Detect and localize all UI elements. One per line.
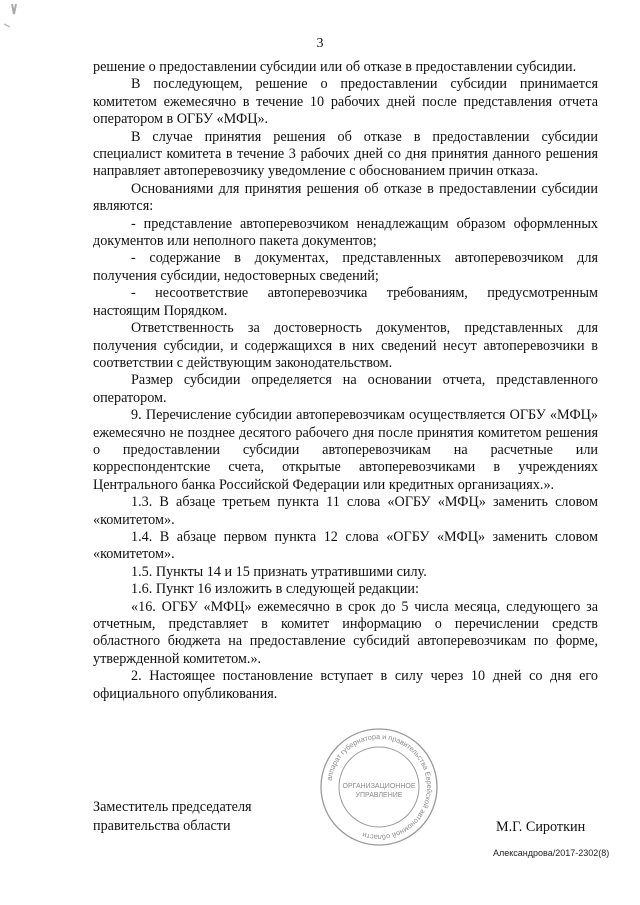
- stamp-inner-line1: ОРГАНИЗАЦИОННОЕ: [342, 783, 416, 790]
- paragraph: Основаниями для принятия решения об отказе в предоставлении субсидии являются:: [93, 180, 598, 215]
- signatory-position: [93, 798, 252, 836]
- paragraph: 1.4. В абзаце первом пункта 12 слова «ОГБУ «МФЦ» заменить словом «комитетом».: [93, 528, 598, 563]
- list-item: - содержание в документах, представленных автоперевозчиком для получения субсидии, недостоверных сведений;: [93, 250, 598, 284]
- paragraph: В случае принятия решения об отказе в предоставлении субсидии специалист комитета в течение 3 рабочих дней со дня принятия данного решения направляет автоперевозчику уведомление с обоснованием причин отказа.: [93, 128, 598, 180]
- list-item: - несоответствие автоперевозчика требованиям, предусмотренным настоящим Порядком.: [93, 285, 598, 319]
- scan-corner-mark: [0, 0, 40, 40]
- list-item: - представление автоперевозчиком ненадлежащим образом оформленных документов или неполного пакета документов;: [93, 215, 598, 250]
- official-stamp: [318, 726, 440, 848]
- paragraph: 1.5. Пункты 14 и 15 признать утратившими силу.: [131, 563, 427, 580]
- paragraph: 1.6. Пункт 16 изложить в следующей редакции:: [131, 581, 419, 598]
- paragraph: Размер субсидии определяется на основании отчета, представленного оператором.: [93, 372, 598, 406]
- page-number: 3: [316, 36, 324, 51]
- paragraph: 2. Настоящее постановление вступает в силу через 10 дней со дня его официального опубликования.: [93, 668, 598, 702]
- paragraph: решение о предоставлении субсидии или об отказе в предоставлении субсидии.: [93, 59, 577, 75]
- position-line: правительства области: [93, 818, 231, 834]
- paragraph: 9. Перечисление субсидии автоперевозчикам осуществляется ОГБУ «МФЦ» ежемесячно не позднее десятого рабочего дня после принятия комитетом решения о предоставлении субсидии автоперевозчикам на расчетные или корреспондентские счета, открытые автоперевозчиками в учреждениях Центрального банка Российской Федерации или кредитных организациях.».: [93, 407, 598, 493]
- stamp-outer-text: аппарат губернатора и правительства Еврейской автономной области: [324, 731, 435, 843]
- document-code: Александрова/2017-2302(8): [493, 848, 610, 858]
- document-body: [93, 59, 598, 703]
- paragraph: 1.3. В абзаце третьем пункта 11 слова «ОГБУ «МФЦ» заменить словом «комитетом».: [93, 494, 598, 528]
- stamp-inner-line2: УПРАВЛЕНИЕ: [355, 792, 403, 799]
- paragraph: «16. ОГБУ «МФЦ» ежемесячно в срок до 5 числа месяца, следующего за отчетным, представляет в комитет информацию о перечислении средств областного бюджета на предоставление субсидий автоперевозчикам по форме, утвержденной комитетом.».: [93, 598, 598, 667]
- paragraph: Ответственность за достоверность документов, представленных для получения субсидии, и содержащихся в них сведений несут автоперевозчики в соответствии с действующим законодательством.: [93, 320, 598, 371]
- signatory-name: М.Г. Сироткин: [496, 819, 586, 835]
- paragraph: В последующем, решение о предоставлении субсидии принимается комитетом ежемесячно в течение 10 рабочих дней после представления отчета оператором в ОГБУ «МФЦ».: [93, 76, 598, 128]
- position-line: Заместитель председателя: [93, 799, 252, 815]
